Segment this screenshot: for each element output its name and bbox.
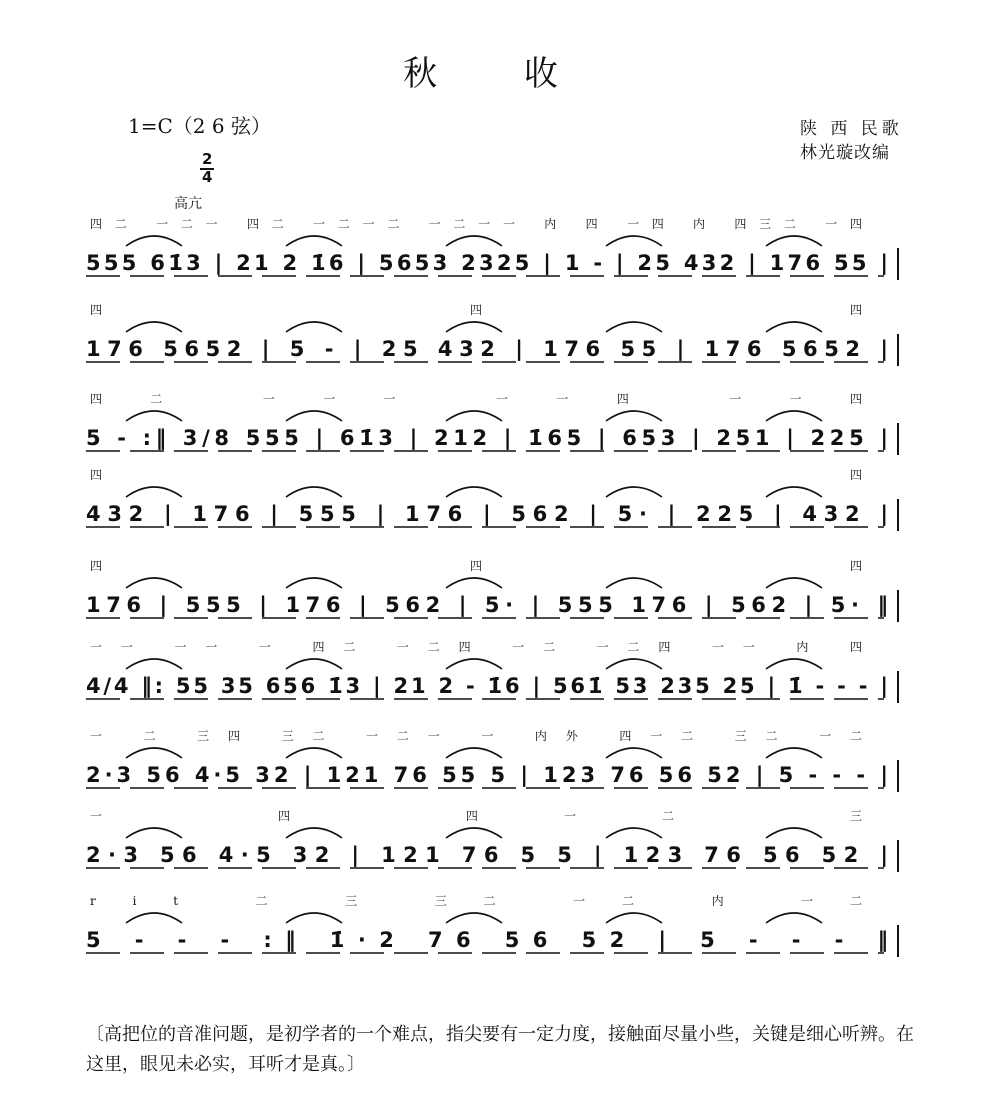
slur-arc — [606, 236, 662, 246]
slur-arc — [606, 411, 662, 421]
note-line: 432 | 176 | 555 | 176 | 562 | 5· | 225 | 432 | — [86, 502, 888, 526]
slur-arc — [126, 322, 182, 332]
slur-arc — [446, 236, 502, 246]
slur-arc — [766, 748, 822, 758]
slur-arc — [446, 487, 502, 497]
slur-arc — [286, 236, 342, 246]
fingering-marks: 一一 一一 一 四二 一二四 一二 一二四 一一 内 四 — [90, 640, 863, 654]
note-line: 555 61̇3 | 21 2 1̇6 | 5653 2325 | 1 - | 25 432 | 176 55 | — [86, 251, 888, 275]
slur-arc — [766, 487, 822, 497]
slur-arc — [446, 913, 502, 923]
fingering-marks: 四二 一二一 四二 一二一二 一二一一 内 四 一四 内 四三二 一四 — [90, 217, 862, 231]
slur-arc — [126, 828, 182, 838]
time-signature-top: 2 — [202, 150, 213, 168]
slur-arc — [286, 659, 342, 669]
note-line: 5 - :‖ 3/8 555 | 61̇3 | 212 | 1̇65 | 653 | 251 | 225 | — [86, 426, 888, 450]
slur-arc — [766, 828, 822, 838]
key-signature: 1=C（2 6 弦） — [128, 114, 271, 138]
fingering-marks: rit 二 三 三二 一二 内 一二 — [90, 894, 862, 908]
note-line: 2·3 56 4·5 32 | 121 76 5 5 | 123 76 56 52 | — [86, 843, 888, 867]
slur-arc — [126, 578, 182, 588]
slur-arc — [766, 322, 822, 332]
slur-arc — [606, 659, 662, 669]
tempo-mark: 高亢 — [174, 196, 202, 212]
slur-arc — [606, 322, 662, 332]
credit-arranger: 林光璇改编 — [800, 143, 890, 163]
slur-arc — [606, 913, 662, 923]
slur-arc — [606, 487, 662, 497]
fingering-marks: 四 四 四 — [90, 559, 862, 573]
slur-arc — [606, 748, 662, 758]
slur-arc — [446, 411, 502, 421]
slur-arc — [446, 659, 502, 669]
slur-arc — [126, 487, 182, 497]
slur-arc — [446, 322, 502, 332]
slur-arc — [766, 578, 822, 588]
credit-origin: 陕 西 民歌 — [800, 119, 903, 139]
slur-arc — [286, 828, 342, 838]
slur-arc — [446, 578, 502, 588]
note-line: 176 | 555 | 176 | 562 | 5· | 555 176 | 562 | 5· ‖ — [86, 593, 888, 617]
slur-arc — [606, 578, 662, 588]
note-line: 2·3 56 4·5 32 | 121 76 55 5 | 123 76 56 52 | 5 - - - | — [86, 763, 888, 787]
fingering-marks: 一 二 三四 三二 一二一 一 内外 四一二 三二 一二 — [90, 729, 863, 743]
slur-arc — [126, 236, 182, 246]
slur-arc — [126, 411, 182, 421]
slur-arc — [286, 913, 342, 923]
fingering-marks: 四 四 四 — [90, 303, 862, 317]
footer-note: 〔高把位的音准问题，是初学者的一个难点，指尖要有一定力度，接触面尽量小些，关键是细心听辨。在这里，眼见未必实，耳听才是真。〕 — [86, 1024, 914, 1075]
slur-arc — [286, 578, 342, 588]
slur-arc — [126, 748, 182, 758]
slur-arc — [126, 913, 182, 923]
slur-arc — [286, 487, 342, 497]
page-title: 秋 收 — [403, 54, 596, 94]
slur-arc — [126, 659, 182, 669]
slur-arc — [446, 828, 502, 838]
slur-arc — [766, 411, 822, 421]
slur-arc — [286, 748, 342, 758]
note-line: 176 5652 | 5 - | 25 432 | 176 55 | 176 5652 | — [86, 337, 888, 361]
note-line: 4/4 ‖: 55 35 656 1̇3 | 21 2 - 1̇6 | 561̇ 53 235 25 | 1̇ - - - | — [86, 674, 889, 698]
fingering-marks: 四 四 — [90, 468, 862, 482]
time-signature-bottom: 4 — [202, 168, 213, 186]
fingering-marks: 一 四 四一二 三 — [90, 809, 862, 823]
slur-arc — [606, 828, 662, 838]
slur-arc — [446, 748, 502, 758]
slur-arc — [766, 659, 822, 669]
slur-arc — [766, 913, 822, 923]
slur-arc — [286, 322, 342, 332]
slur-arc — [286, 411, 342, 421]
slur-arc — [766, 236, 822, 246]
fingering-marks: 四二 一一一 一一四 一一四 — [90, 392, 862, 406]
note-line: 5 - - - :‖ 1̇·2 76 56 52 | 5 - - - ‖ — [86, 928, 889, 952]
